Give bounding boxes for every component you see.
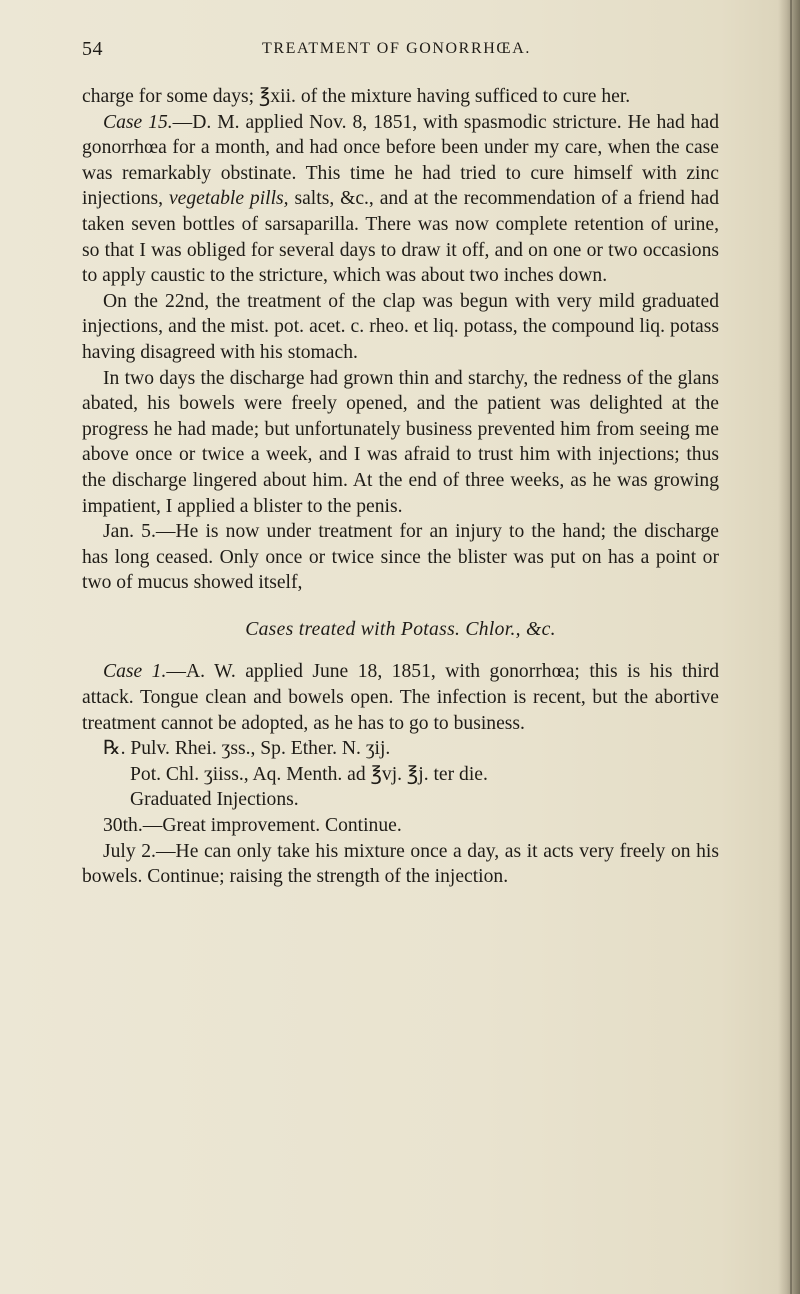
case-text: —A. W. applied June 18, 1851, with gonorrhœa; this is his third attack. Tongue clean and bowels open. The infection is recent, but the abortive treatment cannot be adopted, as he has to go to business. — [82, 661, 720, 734]
paragraph-jan-5: Jan. 5.—He is now under treatment for an injury to the hand; the discharge has long ceased. Only once or twice since the blister was put on has a point or two of mucus showed itself, — [82, 521, 719, 594]
paragraph-30th: 30th.—Great improvement. Continue. — [103, 815, 402, 837]
case-label: Case — [103, 111, 143, 133]
prescription-line-1: ℞. Pulv. Rhei. ʒss., Sp. Ether. N. ʒij. — [103, 738, 391, 760]
case-number: 15. — [148, 111, 173, 133]
section-title: Cases treated with Potass. Chlor., &c. — [245, 618, 556, 640]
paragraph-continuation: charge for some days; ℥xii. of the mixture having sufficed to cure her. — [82, 86, 631, 107]
page-edge-shadow — [778, 0, 800, 1294]
case-text-cont: salts, &c., and at the recommendation of a friend had taken seven bottles of sarsaparilla. There was now complete retention of urine, so that I was obliged for several days to draw it off, and on one or two occasions to apply caustic to the stricture, which was about two inches down. — [82, 188, 719, 287]
case-number: 1. — [151, 661, 167, 683]
prescription-line-2: Pot. Chl. ʒiiss., Aq. Menth. ad ℥vj. ℥j. ter die. — [130, 763, 488, 785]
prescription-line-3: Graduated Injections. — [130, 789, 299, 811]
case-italic-phrase: vegetable pills, — [168, 188, 289, 210]
page-header — [82, 38, 722, 64]
running-title: TREATMENT OF GONORRHŒA. — [262, 40, 531, 57]
paragraph-two-days: In two days the discharge had grown thin and starchy, the redness of the glans abated, his bowels were freely opened, and the patient was delighted at the progress he had made; but unfortunately business prevented him from seeing me above once or twice a week, and I was afraid to trust him with injections; thus the discharge lingered about him. At the end of three weeks, as he was growing impatient, I applied a blister to the penis. — [82, 367, 719, 517]
page-body — [82, 84, 719, 890]
case-text: —D. M. applied Nov. 8, 1851, with spasmodic stricture. He had had gonorrhœa for a month, and had once before been under my care, when the case was remarkably obstinate. This time he had tried to cure himself with zinc injections, — [82, 111, 719, 210]
paragraph-july-2: July 2.—He can only take his mixture once a day, as it acts very freely on his bowels. Continue; raising the strength of the injection. — [82, 840, 719, 888]
paragraph-case-15 — [82, 110, 719, 289]
page-number: 54 — [82, 38, 103, 60]
paragraph-case-1 — [82, 659, 719, 736]
paragraph-22nd: On the 22nd, the treatment of the clap was begun with very mild graduated injections, and the mist. pot. acet. c. rheo. et liq. potass, the compound liq. potass having disagreed with his stomach. — [82, 290, 719, 363]
case-label: Case — [103, 661, 143, 683]
page-edge-line — [790, 0, 792, 1294]
